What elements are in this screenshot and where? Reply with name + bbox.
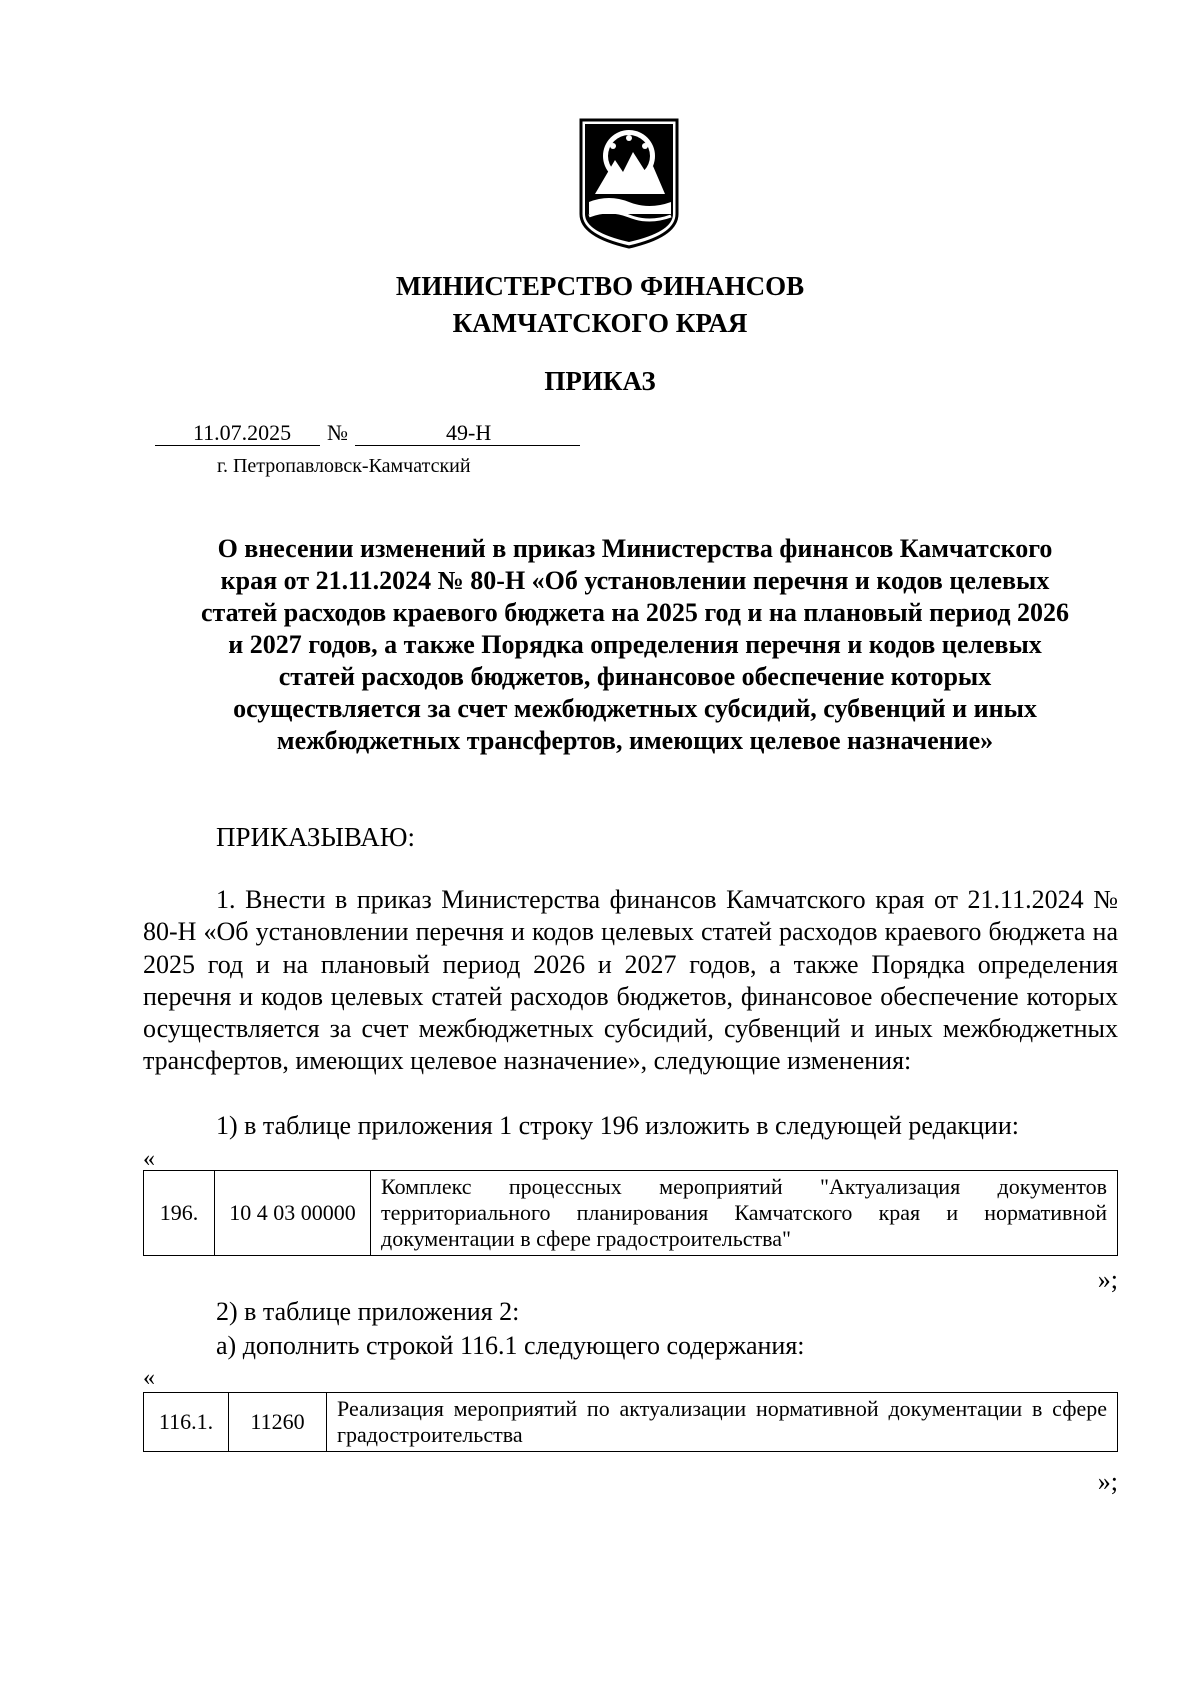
coat-of-arms-icon: [577, 116, 681, 250]
row-text: Реализация мероприятий по актуализации нормативной документации в сфере градостроительства: [327, 1393, 1118, 1452]
quote-close-1: »;: [1097, 1265, 1118, 1294]
row-number: 116.1.: [144, 1393, 229, 1452]
quote-close-2: »;: [1097, 1467, 1118, 1496]
order-title: ПРИКАЗ: [544, 366, 656, 396]
subject-line: края от 21.11.2024 № 80-Н «Об установлении перечня и кодов целевых: [220, 566, 1050, 595]
subject-line: осуществляется за счет межбюджетных субсидий, субвенций и иных: [233, 694, 1037, 723]
row-number: 196.: [144, 1171, 215, 1256]
subject-line: статей расходов краевого бюджета на 2025 год и на плановый период 2026: [201, 598, 1069, 627]
table-row: [144, 1393, 1118, 1452]
item-1: 1) в таблице приложения 1 строку 196 изложить в следующей редакции:: [216, 1111, 1019, 1140]
subject-line: межбюджетных трансфертов, имеющих целевое назначение»: [276, 726, 994, 755]
number-sign: №: [327, 420, 348, 445]
subject-line: и 2027 годов, а также Порядка определения перечня и кодов целевых: [228, 630, 1042, 659]
ministry-name: [0, 268, 1200, 342]
row-text: Комплекс процессных мероприятий "Актуализация документов территориального планирования Камчатского края и нормативной документации в сфере градостроительства": [371, 1171, 1118, 1256]
date-number-line: [155, 420, 580, 450]
ministry-line1: МИНИСТЕРСТВО ФИНАНСОВ: [395, 271, 805, 301]
quote-open-2: «: [143, 1365, 155, 1391]
paragraph-1: 1. Внести в приказ Министерства финансов Камчатского края от 21.11.2024 № 80-Н «Об установлении перечня и кодов целевых статей расходов краевого бюджета на 2025 год и на плановый период 2026 и 2027 годов, а также Порядка определения перечня и кодов целевых статей расходов бюджетов, финансовое обеспечение которых осуществляется за счет межбюджетных субсидий, субвенций и иных межбюджетных трансфертов, имеющих целевое назначение», следующие изменения:: [143, 885, 1118, 1076]
order-subject: [145, 533, 1125, 757]
ministry-line2: КАМЧАТСКОГО КРАЯ: [452, 308, 748, 338]
row-code: 10 4 03 00000: [215, 1171, 371, 1256]
row-code: 11260: [229, 1393, 327, 1452]
amendment-table-2: [143, 1392, 1118, 1452]
order-date: 11.07.2025: [193, 420, 292, 445]
item-2: 2) в таблице приложения 2:: [216, 1297, 520, 1326]
item-2a: а) дополнить строкой 116.1 следующего содержания:: [216, 1331, 805, 1360]
city: г. Петропавловск-Камчатский: [217, 455, 471, 477]
amendment-table-1: [143, 1170, 1118, 1256]
order-number: 49-Н: [446, 420, 492, 445]
subject-line: статей расходов бюджетов, финансовое обеспечение которых: [278, 662, 992, 691]
directive-heading: ПРИКАЗЫВАЮ:: [216, 822, 415, 852]
quote-open-1: «: [143, 1146, 155, 1172]
subject-line: О внесении изменений в приказ Министерства финансов Камчатского: [217, 534, 1053, 563]
table-row: [144, 1171, 1118, 1256]
